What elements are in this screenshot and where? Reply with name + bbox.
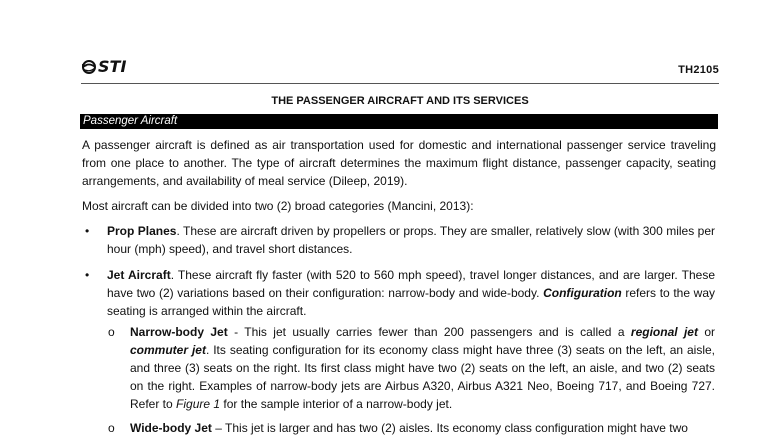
narrow-body-text-a: - This jet usually carries fewer than 200 passengers and is called a: [227, 325, 631, 339]
term-wide-body-jet: Wide-body Jet: [130, 421, 212, 435]
prop-planes-text: . These are aircraft driven by propellers or props. They are smaller, relatively slow (with 300 miles per hour (mph) speed), and travel short distances.: [107, 224, 715, 256]
logo-text: STI: [98, 57, 127, 76]
term-prop-planes: Prop Planes: [107, 224, 177, 238]
term-regional-jet: regional jet: [630, 325, 698, 339]
list-item-wide-body-jet: [130, 419, 715, 437]
list-item-jet-aircraft: [107, 266, 715, 320]
categories-paragraph: Most aircraft can be divided into two (2) broad categories (Mancini, 2013):: [82, 199, 474, 213]
list-item-narrow-body-jet: [130, 323, 715, 413]
term-jet-aircraft: Jet Aircraft: [107, 268, 171, 282]
narrow-body-or: or: [697, 325, 716, 339]
sti-logo: [81, 58, 126, 76]
sub-bullet-marker: o: [108, 325, 115, 339]
term-configuration: Configuration: [543, 286, 622, 300]
figure-1-reference: Figure 1: [176, 397, 221, 411]
module-code: TH2105: [678, 64, 719, 76]
intro-paragraph: A passenger aircraft is defined as air transportation used for domestic and international passenger service traveling from one place to another. The type of aircraft determines the maximum flight distance, passenger capacity, seating arrangements, and availability of meal service (Dileep, 2019).: [82, 138, 716, 188]
narrow-body-text-b: . Its seating configuration for its economy class might have three (3) seats on the left, an aisle, and three (3) seats on the right. Its first class might have two (2) seats on the left, an aisle, and two (2) seats on the right. Examples of narrow-body jets are Airbus A320, Airbus A321 Neo, Boeing 717, and Boeing 727. Refer to: [130, 343, 715, 411]
list-item-prop-planes: [107, 222, 715, 258]
term-narrow-body-jet: Narrow-body Jet: [130, 325, 228, 339]
bullet-marker: •: [85, 268, 90, 282]
section-heading: Passenger Aircraft: [80, 114, 718, 129]
jet-aircraft-text-b: refers to the way seating is arranged within the aircraft.: [107, 286, 716, 318]
header-divider: [81, 83, 719, 84]
term-commuter-jet: commuter jet: [130, 343, 206, 357]
globe-swoosh-icon: [81, 59, 97, 75]
jet-aircraft-text-a: . These aircraft fly faster (with 520 to 560 mph speed), travel longer distances, and are larger. These have two (2) variations based on their configuration: narrow-body and wide-body.: [107, 268, 715, 300]
wide-body-text: – This jet is larger and has two (2) aisles. Its economy class configuration might have two: [211, 421, 688, 435]
narrow-body-text-c: for the sample interior of a narrow-body jet.: [220, 397, 453, 411]
bullet-marker: •: [85, 224, 90, 238]
page-title: THE PASSENGER AIRCRAFT AND ITS SERVICES: [271, 95, 529, 107]
sub-bullet-marker: o: [108, 421, 115, 435]
